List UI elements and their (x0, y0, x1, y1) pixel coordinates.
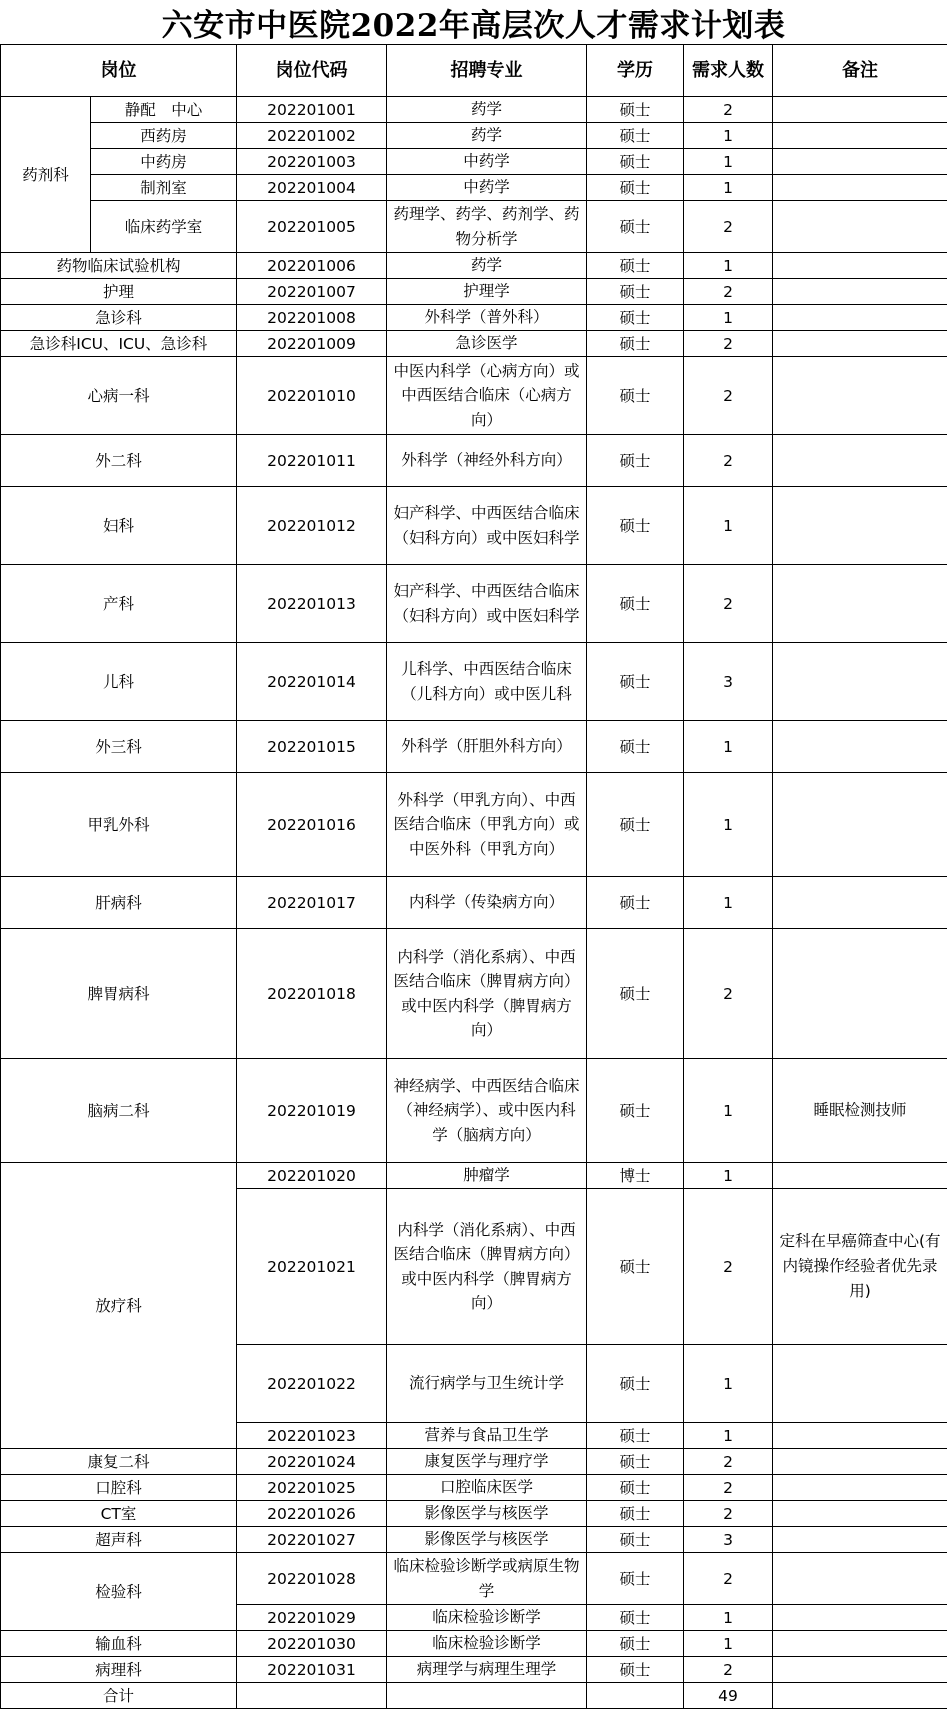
major-cell: 中药学 (387, 149, 587, 175)
major-cell: 营养与食品卫生学 (387, 1423, 587, 1449)
note-cell (773, 487, 947, 565)
major-cell: 内科学（消化系病）、中西医结合临床（脾胃病方向）或中医内科学（脾胃病方向） (387, 929, 587, 1059)
code-cell: 202201026 (237, 1501, 387, 1527)
note-cell (773, 1631, 947, 1657)
post-cell: 护理 (1, 279, 237, 305)
sub-post-cell: 制剂室 (91, 175, 237, 201)
code-cell: 202201004 (237, 175, 387, 201)
code-cell: 202201013 (237, 565, 387, 643)
count-cell: 2 (684, 435, 773, 487)
count-cell: 2 (684, 279, 773, 305)
table-row (1, 253, 947, 279)
major-cell: 康复医学与理疗学 (387, 1449, 587, 1475)
post-cell: 急诊科ICU、ICU、急诊科 (1, 331, 237, 357)
note-cell (773, 201, 947, 253)
table-row (1, 773, 947, 877)
post-cell: 口腔科 (1, 1475, 237, 1501)
edu-cell: 硕士 (587, 1657, 684, 1683)
table-row (1, 1059, 947, 1163)
major-cell: 药学 (387, 97, 587, 123)
major-cell: 儿科学、中西医结合临床（儿科方向）或中医儿科 (387, 643, 587, 721)
edu-cell: 硕士 (587, 201, 684, 253)
major-cell: 中药学 (387, 175, 587, 201)
note-cell (773, 773, 947, 877)
edu-cell: 硕士 (587, 643, 684, 721)
count-cell: 1 (684, 1631, 773, 1657)
note-cell (773, 565, 947, 643)
note-cell (773, 1527, 947, 1553)
count-cell: 2 (684, 331, 773, 357)
major-cell: 妇产科学、中西医结合临床（妇科方向）或中医妇科学 (387, 565, 587, 643)
count-cell: 2 (684, 565, 773, 643)
count-cell: 2 (684, 1189, 773, 1345)
page-title: 六安市中医院2022年高层次人才需求计划表 (0, 0, 947, 44)
table-row (1, 357, 947, 435)
major-cell: 外科学（神经外科方向） (387, 435, 587, 487)
count-cell: 1 (684, 305, 773, 331)
table-row (1, 305, 947, 331)
edu-cell: 硕士 (587, 305, 684, 331)
count-cell: 2 (684, 357, 773, 435)
major-cell: 内科学（传染病方向） (387, 877, 587, 929)
post-cell: 外三科 (1, 721, 237, 773)
edu-cell: 硕士 (587, 773, 684, 877)
header-major: 招聘专业 (387, 45, 587, 97)
code-cell: 202201005 (237, 201, 387, 253)
edu-cell: 硕士 (587, 175, 684, 201)
count-cell: 1 (684, 773, 773, 877)
code-cell: 202201017 (237, 877, 387, 929)
note-cell (773, 929, 947, 1059)
code-cell: 202201016 (237, 773, 387, 877)
table-row (1, 1163, 947, 1189)
code-cell: 202201003 (237, 149, 387, 175)
code-cell: 202201029 (237, 1605, 387, 1631)
edu-cell: 硕士 (587, 435, 684, 487)
major-cell: 临床检验诊断学或病原生物学 (387, 1553, 587, 1605)
code-cell: 202201010 (237, 357, 387, 435)
table-row (1, 279, 947, 305)
edu-cell: 博士 (587, 1163, 684, 1189)
note-cell (773, 1449, 947, 1475)
major-cell: 病理学与病理生理学 (387, 1657, 587, 1683)
total-empty-code (237, 1683, 387, 1709)
count-cell: 1 (684, 487, 773, 565)
table-row (1, 1553, 947, 1605)
major-cell: 药学 (387, 253, 587, 279)
count-cell: 1 (684, 253, 773, 279)
major-cell: 流行病学与卫生统计学 (387, 1345, 587, 1423)
post-cell: 急诊科 (1, 305, 237, 331)
count-cell: 1 (684, 1423, 773, 1449)
code-cell: 202201008 (237, 305, 387, 331)
code-cell: 202201028 (237, 1553, 387, 1605)
major-cell: 影像医学与核医学 (387, 1527, 587, 1553)
sub-post-cell: 中药房 (91, 149, 237, 175)
sub-post-cell: 静配 中心 (91, 97, 237, 123)
note-cell (773, 149, 947, 175)
header-note: 备注 (773, 45, 947, 97)
table-row (1, 1449, 947, 1475)
note-cell (773, 643, 947, 721)
total-empty-note (773, 1683, 947, 1709)
count-cell: 1 (684, 1345, 773, 1423)
note-cell (773, 1501, 947, 1527)
post-cell: 脑病二科 (1, 1059, 237, 1163)
note-cell (773, 305, 947, 331)
edu-cell: 硕士 (587, 487, 684, 565)
major-cell: 药学 (387, 123, 587, 149)
table-row (1, 487, 947, 565)
major-cell: 护理学 (387, 279, 587, 305)
post-cell: CT室 (1, 1501, 237, 1527)
note-cell (773, 175, 947, 201)
count-cell: 2 (684, 97, 773, 123)
code-cell: 202201031 (237, 1657, 387, 1683)
table-header-row (1, 45, 947, 97)
post-cell: 外二科 (1, 435, 237, 487)
edu-cell: 硕士 (587, 721, 684, 773)
edu-cell: 硕士 (587, 331, 684, 357)
major-cell: 内科学（消化系病）、中西医结合临床（脾胃病方向）或中医内科学（脾胃病方向） (387, 1189, 587, 1345)
count-cell: 3 (684, 1527, 773, 1553)
edu-cell: 硕士 (587, 565, 684, 643)
post-cell: 儿科 (1, 643, 237, 721)
edu-cell: 硕士 (587, 929, 684, 1059)
code-cell: 202201011 (237, 435, 387, 487)
edu-cell: 硕士 (587, 357, 684, 435)
major-cell: 药理学、药学、药剂学、药物分析学 (387, 201, 587, 253)
edu-cell: 硕士 (587, 253, 684, 279)
table-row (1, 643, 947, 721)
note-cell (773, 357, 947, 435)
count-cell: 2 (684, 1657, 773, 1683)
dept-cell-lab: 检验科 (1, 1553, 237, 1631)
code-cell: 202201001 (237, 97, 387, 123)
edu-cell: 硕士 (587, 97, 684, 123)
count-cell: 2 (684, 929, 773, 1059)
note-cell: 睡眠检测技师 (773, 1059, 947, 1163)
major-cell: 影像医学与核医学 (387, 1501, 587, 1527)
table-row (1, 149, 947, 175)
code-cell: 202201027 (237, 1527, 387, 1553)
table-row (1, 1475, 947, 1501)
table-row (1, 721, 947, 773)
note-cell (773, 435, 947, 487)
header-post: 岗位 (1, 45, 237, 97)
post-cell: 心病一科 (1, 357, 237, 435)
sub-post-cell: 临床药学室 (91, 201, 237, 253)
edu-cell: 硕士 (587, 1423, 684, 1449)
note-cell (773, 1605, 947, 1631)
code-cell: 202201019 (237, 1059, 387, 1163)
edu-cell: 硕士 (587, 1059, 684, 1163)
post-cell: 输血科 (1, 1631, 237, 1657)
edu-cell: 硕士 (587, 1605, 684, 1631)
code-cell: 202201015 (237, 721, 387, 773)
staffing-table (0, 44, 947, 1709)
edu-cell: 硕士 (587, 1449, 684, 1475)
table-row (1, 331, 947, 357)
note-cell (773, 123, 947, 149)
edu-cell: 硕士 (587, 1501, 684, 1527)
count-cell: 1 (684, 721, 773, 773)
dept-cell-radiotherapy: 放疗科 (1, 1163, 237, 1449)
post-cell: 超声科 (1, 1527, 237, 1553)
major-cell: 神经病学、中西医结合临床（神经病学）、或中医内科学（脑病方向） (387, 1059, 587, 1163)
count-cell: 2 (684, 1475, 773, 1501)
total-label: 合计 (1, 1683, 237, 1709)
post-cell: 肝病科 (1, 877, 237, 929)
major-cell: 外科学（甲乳方向）、中西医结合临床（甲乳方向）或中医外科（甲乳方向） (387, 773, 587, 877)
code-cell: 202201007 (237, 279, 387, 305)
post-cell: 康复二科 (1, 1449, 237, 1475)
major-cell: 口腔临床医学 (387, 1475, 587, 1501)
edu-cell: 硕士 (587, 123, 684, 149)
table-row (1, 97, 947, 123)
table-row (1, 1527, 947, 1553)
note-cell (773, 1345, 947, 1423)
code-cell: 202201024 (237, 1449, 387, 1475)
edu-cell: 硕士 (587, 149, 684, 175)
code-cell: 202201018 (237, 929, 387, 1059)
major-cell: 急诊医学 (387, 331, 587, 357)
note-cell (773, 253, 947, 279)
post-cell: 药物临床试验机构 (1, 253, 237, 279)
code-cell: 202201025 (237, 1475, 387, 1501)
table-row (1, 435, 947, 487)
count-cell: 1 (684, 877, 773, 929)
count-cell: 2 (684, 1449, 773, 1475)
table-row (1, 201, 947, 253)
table-body (1, 97, 947, 1709)
header-count: 需求人数 (684, 45, 773, 97)
major-cell: 临床检验诊断学 (387, 1605, 587, 1631)
note-cell (773, 1657, 947, 1683)
major-cell: 临床检验诊断学 (387, 1631, 587, 1657)
note-cell (773, 279, 947, 305)
count-cell: 2 (684, 201, 773, 253)
code-cell: 202201002 (237, 123, 387, 149)
edu-cell: 硕士 (587, 877, 684, 929)
count-cell: 1 (684, 1059, 773, 1163)
edu-cell: 硕士 (587, 279, 684, 305)
code-cell: 202201006 (237, 253, 387, 279)
edu-cell: 硕士 (587, 1189, 684, 1345)
count-cell: 3 (684, 643, 773, 721)
post-cell: 脾胃病科 (1, 929, 237, 1059)
code-cell: 202201022 (237, 1345, 387, 1423)
count-cell: 1 (684, 149, 773, 175)
code-cell: 202201012 (237, 487, 387, 565)
table-row (1, 929, 947, 1059)
note-cell (773, 1423, 947, 1449)
table-row (1, 565, 947, 643)
major-cell: 中医内科学（心病方向）或中西医结合临床（心病方向） (387, 357, 587, 435)
major-cell: 肿瘤学 (387, 1163, 587, 1189)
sub-post-cell: 西药房 (91, 123, 237, 149)
major-cell: 妇产科学、中西医结合临床（妇科方向）或中医妇科学 (387, 487, 587, 565)
dept-cell-pharmacy: 药剂科 (1, 97, 91, 253)
edu-cell: 硕士 (587, 1631, 684, 1657)
note-cell: 定科在早癌筛查中心(有内镜操作经验者优先录用) (773, 1189, 947, 1345)
post-cell: 产科 (1, 565, 237, 643)
code-cell: 202201023 (237, 1423, 387, 1449)
count-cell: 2 (684, 1501, 773, 1527)
total-empty-edu (587, 1683, 684, 1709)
major-cell: 外科学（肝胆外科方向） (387, 721, 587, 773)
count-cell: 1 (684, 1605, 773, 1631)
note-cell (773, 1553, 947, 1605)
edu-cell: 硕士 (587, 1475, 684, 1501)
post-cell: 甲乳外科 (1, 773, 237, 877)
note-cell (773, 721, 947, 773)
note-cell (773, 331, 947, 357)
count-cell: 2 (684, 1553, 773, 1605)
post-cell: 妇科 (1, 487, 237, 565)
code-cell: 202201030 (237, 1631, 387, 1657)
table-row (1, 1501, 947, 1527)
count-cell: 1 (684, 1163, 773, 1189)
header-code: 岗位代码 (237, 45, 387, 97)
major-cell: 外科学（普外科） (387, 305, 587, 331)
count-cell: 1 (684, 175, 773, 201)
edu-cell: 硕士 (587, 1553, 684, 1605)
code-cell: 202201021 (237, 1189, 387, 1345)
table-row (1, 877, 947, 929)
note-cell (773, 97, 947, 123)
total-empty-major (387, 1683, 587, 1709)
note-cell (773, 877, 947, 929)
count-cell: 1 (684, 123, 773, 149)
total-row (1, 1683, 947, 1709)
table-row (1, 123, 947, 149)
edu-cell: 硕士 (587, 1345, 684, 1423)
code-cell: 202201009 (237, 331, 387, 357)
note-cell (773, 1163, 947, 1189)
table-row (1, 1657, 947, 1683)
table-row (1, 175, 947, 201)
total-count: 49 (684, 1683, 773, 1709)
code-cell: 202201020 (237, 1163, 387, 1189)
post-cell: 病理科 (1, 1657, 237, 1683)
code-cell: 202201014 (237, 643, 387, 721)
edu-cell: 硕士 (587, 1527, 684, 1553)
header-edu: 学历 (587, 45, 684, 97)
note-cell (773, 1475, 947, 1501)
table-row (1, 1631, 947, 1657)
